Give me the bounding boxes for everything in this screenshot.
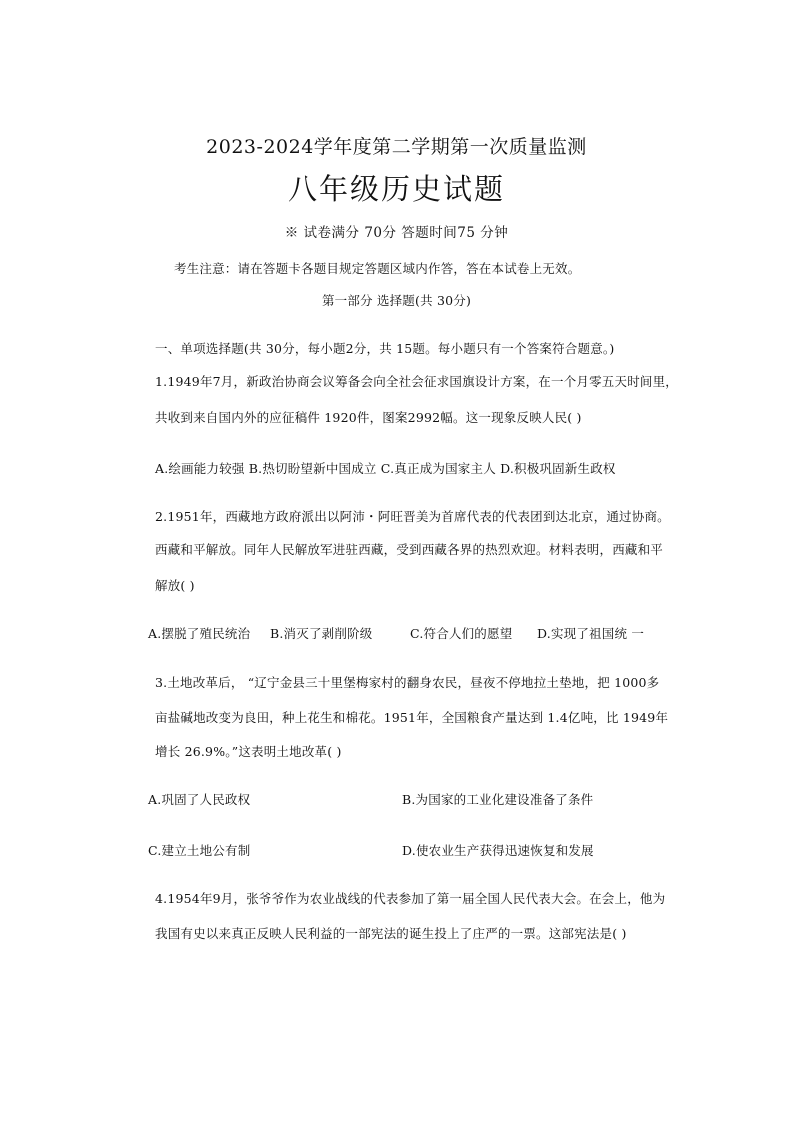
exam-title: 八年级历史试题 bbox=[287, 172, 505, 206]
exam-meta: ※ 试卷满分 70分 答题时间75 分钟 bbox=[284, 225, 509, 241]
question-1-options: A.绘画能力较强 B.热切盼望新中国成立 C.真正成为国家主人 D.积极巩固新生政权 bbox=[155, 461, 616, 476]
exam-term-heading: 2023-2024学年度第二学期第一次质量监测 bbox=[206, 136, 587, 158]
question-2-stem-line-3: 解放( ) bbox=[155, 578, 195, 593]
question-4-stem-line-2: 我国有史以来真正反映人民利益的一部宪法的诞生投上了庄严的一票。这部宪法是( ) bbox=[155, 926, 627, 941]
question-1-stem-line-2: 共收到来自国内外的应征稿件 1920件，图案2992幅。这一现象反映人民( ) bbox=[155, 410, 582, 425]
candidate-notice: 考生注意：请在答题卡各题目规定答题区域内作答，答在本试卷上无效。 bbox=[174, 261, 581, 276]
question-2-option-a: A.摆脱了殖民统治 bbox=[148, 626, 251, 641]
question-2-option-d: D.实现了祖国统 一 bbox=[537, 626, 645, 641]
part-heading: 第一部分 选择题(共 30分) bbox=[321, 293, 472, 308]
section-instruction: 一、单项选择题(共 30分，每小题2分，共 15题。每小题只有一个答案符合题意。) bbox=[155, 341, 615, 356]
question-3-option-b: B.为国家的工业化建设准备了条件 bbox=[402, 792, 594, 807]
question-2-stem-line-1: 2.1951年，西藏地方政府派出以阿沛・阿旺晋美为首席代表的代表团到达北京，通过协商。 bbox=[155, 509, 670, 524]
question-2-stem-line-2: 西藏和平解放。同年人民解放军进驻西藏，受到西藏各界的热烈欢迎。材料表明，西藏和平 bbox=[155, 542, 664, 557]
question-2-option-c: C.符合人们的愿望 bbox=[410, 626, 513, 641]
question-1-stem-line-1: 1.1949年7月，新政治协商会议筹备会向全社会征求国旗设计方案，在一个月零五天时间里， bbox=[155, 374, 678, 389]
question-4-stem-line-1: 4.1954年9月，张爷爷作为农业战线的代表参加了第一届全国人民代表大会。在会上，他为 bbox=[155, 891, 666, 906]
question-2-option-b: B.消灭了剥削阶级 bbox=[270, 626, 373, 641]
question-3-stem-line-3: 增长 26.9%。”这表明土地改革( ) bbox=[155, 744, 342, 759]
question-3-stem-line-1: 3.土地改革后， “辽宁金县三十里堡梅家村的翻身农民，昼夜不停地拉土垫地，把 1000多 bbox=[155, 675, 660, 690]
question-3-option-c: C.建立土地公有制 bbox=[148, 843, 251, 858]
question-3-option-a: A.巩固了人民政权 bbox=[148, 792, 251, 807]
question-3-option-d: D.使农业生产获得迅速恢复和发展 bbox=[402, 843, 594, 858]
question-3-stem-line-2: 亩盐碱地改变为良田，种上花生和棉花。1951年，全国粮食产量达到 1.4亿吨，比 1949年 bbox=[155, 710, 669, 725]
